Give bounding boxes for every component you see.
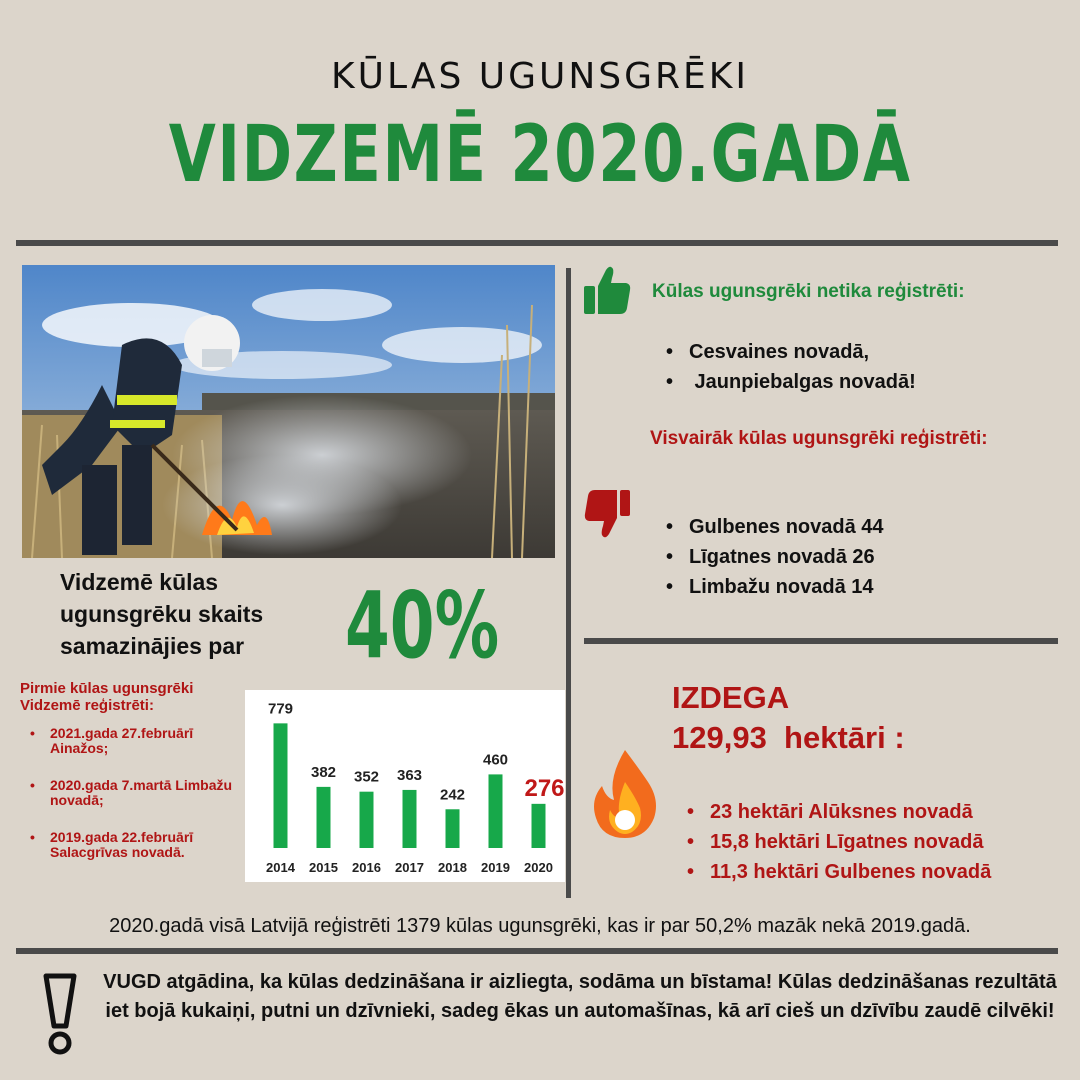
no-fires-list — [662, 337, 1062, 397]
bar-2019 — [489, 774, 503, 848]
list-item: • Līgatnes novadā 26 — [662, 542, 1062, 572]
list-item: • Limbažu novadā 14 — [662, 572, 1062, 602]
bar-value-label: 242 — [439, 786, 466, 804]
list-item: • Cesvaines novadā, — [662, 337, 1062, 367]
list-item: • 15,8 hektāri Līgatnes novadā — [683, 827, 1073, 857]
thumbs-up-icon — [582, 264, 632, 316]
reduction-percent-value: 40% — [345, 572, 500, 679]
vugd-warning: VUGD atgādina, ka kūlas dedzināšana ir aizliegta, sodāma un bīstama! Kūlas dedzināšanas rezultātā iet bojā kukaiņi, putni un dzīvnieki, sadeg ēkas un automašīnas, kā arī cieš un dzīvību zaudē cilvēki! — [103, 971, 1057, 1022]
chart-svg — [245, 690, 565, 882]
reduction-percent — [345, 572, 545, 679]
right-divider — [584, 638, 1058, 644]
bar-2020 — [532, 804, 546, 848]
thumbs-down-icon — [584, 488, 632, 540]
first-fires-title: Pirmie kūlas ugunsgrēki Vidzemē reģistrēti: — [20, 680, 194, 714]
bar-value-label: 779 — [267, 700, 294, 718]
x-tick-label: 2019 — [481, 860, 510, 875]
bar-2015 — [317, 787, 331, 848]
reduction-text: Vidzemē kūlas ugunsgrēku skaits samazinājies par — [60, 569, 264, 660]
list-item: • 2020.gada 7.martā Limbažu novadā; — [20, 778, 245, 809]
no-fires-title: Kūlas ugunsgrēki netika reģistrēti: — [652, 281, 965, 302]
list-item: • Gulbenes novadā 44 — [662, 512, 1062, 542]
burned-title-line1: IZDEGA — [672, 680, 790, 715]
latvia-summary: 2020.gadā visā Latvijā reģistrēti 1379 kūlas ugunsgrēki, kas ir par 50,2% mazāk nekā 2019.gadā. — [109, 915, 971, 937]
bar-value-label: 352 — [353, 768, 380, 786]
most-fires-list — [662, 512, 1062, 602]
bar-2017 — [403, 790, 417, 848]
burned-list — [683, 797, 1073, 887]
bar-2014 — [274, 723, 288, 848]
burned-title — [672, 678, 1052, 759]
bar-value-label: 382 — [310, 763, 337, 781]
x-tick-label: 2015 — [309, 860, 338, 875]
list-item: • Jaunpiebalgas novadā! — [662, 367, 1062, 397]
summary-divider — [16, 948, 1058, 954]
list-item: • 2019.gada 22.februārī Salacgrīvas novadā. — [20, 830, 245, 861]
header-subtitle: KŪLAS UGUNSGRĒKI — [330, 56, 750, 97]
fires-bar-chart — [245, 690, 565, 882]
fire-icon — [588, 748, 662, 840]
most-fires-title: Visvairāk kūlas ugunsgrēki reģistrēti: — [650, 428, 988, 449]
header-title — [0, 110, 1080, 200]
x-tick-label: 2020 — [524, 860, 553, 875]
exclamation-icon — [40, 972, 80, 1057]
bar-value-label: 460 — [482, 751, 509, 769]
burned-title-line2: 129,93 hektāri : — [672, 720, 905, 756]
header-title-text: VIDZEMĒ 2020.GADĀ — [168, 110, 912, 200]
column-divider — [566, 268, 571, 898]
bar-value-label: 276 — [524, 774, 565, 802]
x-tick-label: 2014 — [266, 860, 295, 875]
x-tick-label: 2016 — [352, 860, 381, 875]
header-divider — [16, 240, 1058, 246]
bar-2018 — [446, 809, 460, 848]
bar-value-label: 363 — [396, 766, 423, 784]
x-tick-label: 2017 — [395, 860, 424, 875]
bar-2016 — [360, 792, 374, 848]
x-tick-label: 2018 — [438, 860, 467, 875]
list-item: • 2021.gada 27.februārī Ainažos; — [20, 726, 245, 757]
list-item: • 11,3 hektāri Gulbenes novadā — [683, 857, 1073, 887]
list-item: • 23 hektāri Alūksnes novadā — [683, 797, 1073, 827]
firefighter-photo — [22, 265, 555, 558]
first-fires-list — [20, 726, 245, 881]
